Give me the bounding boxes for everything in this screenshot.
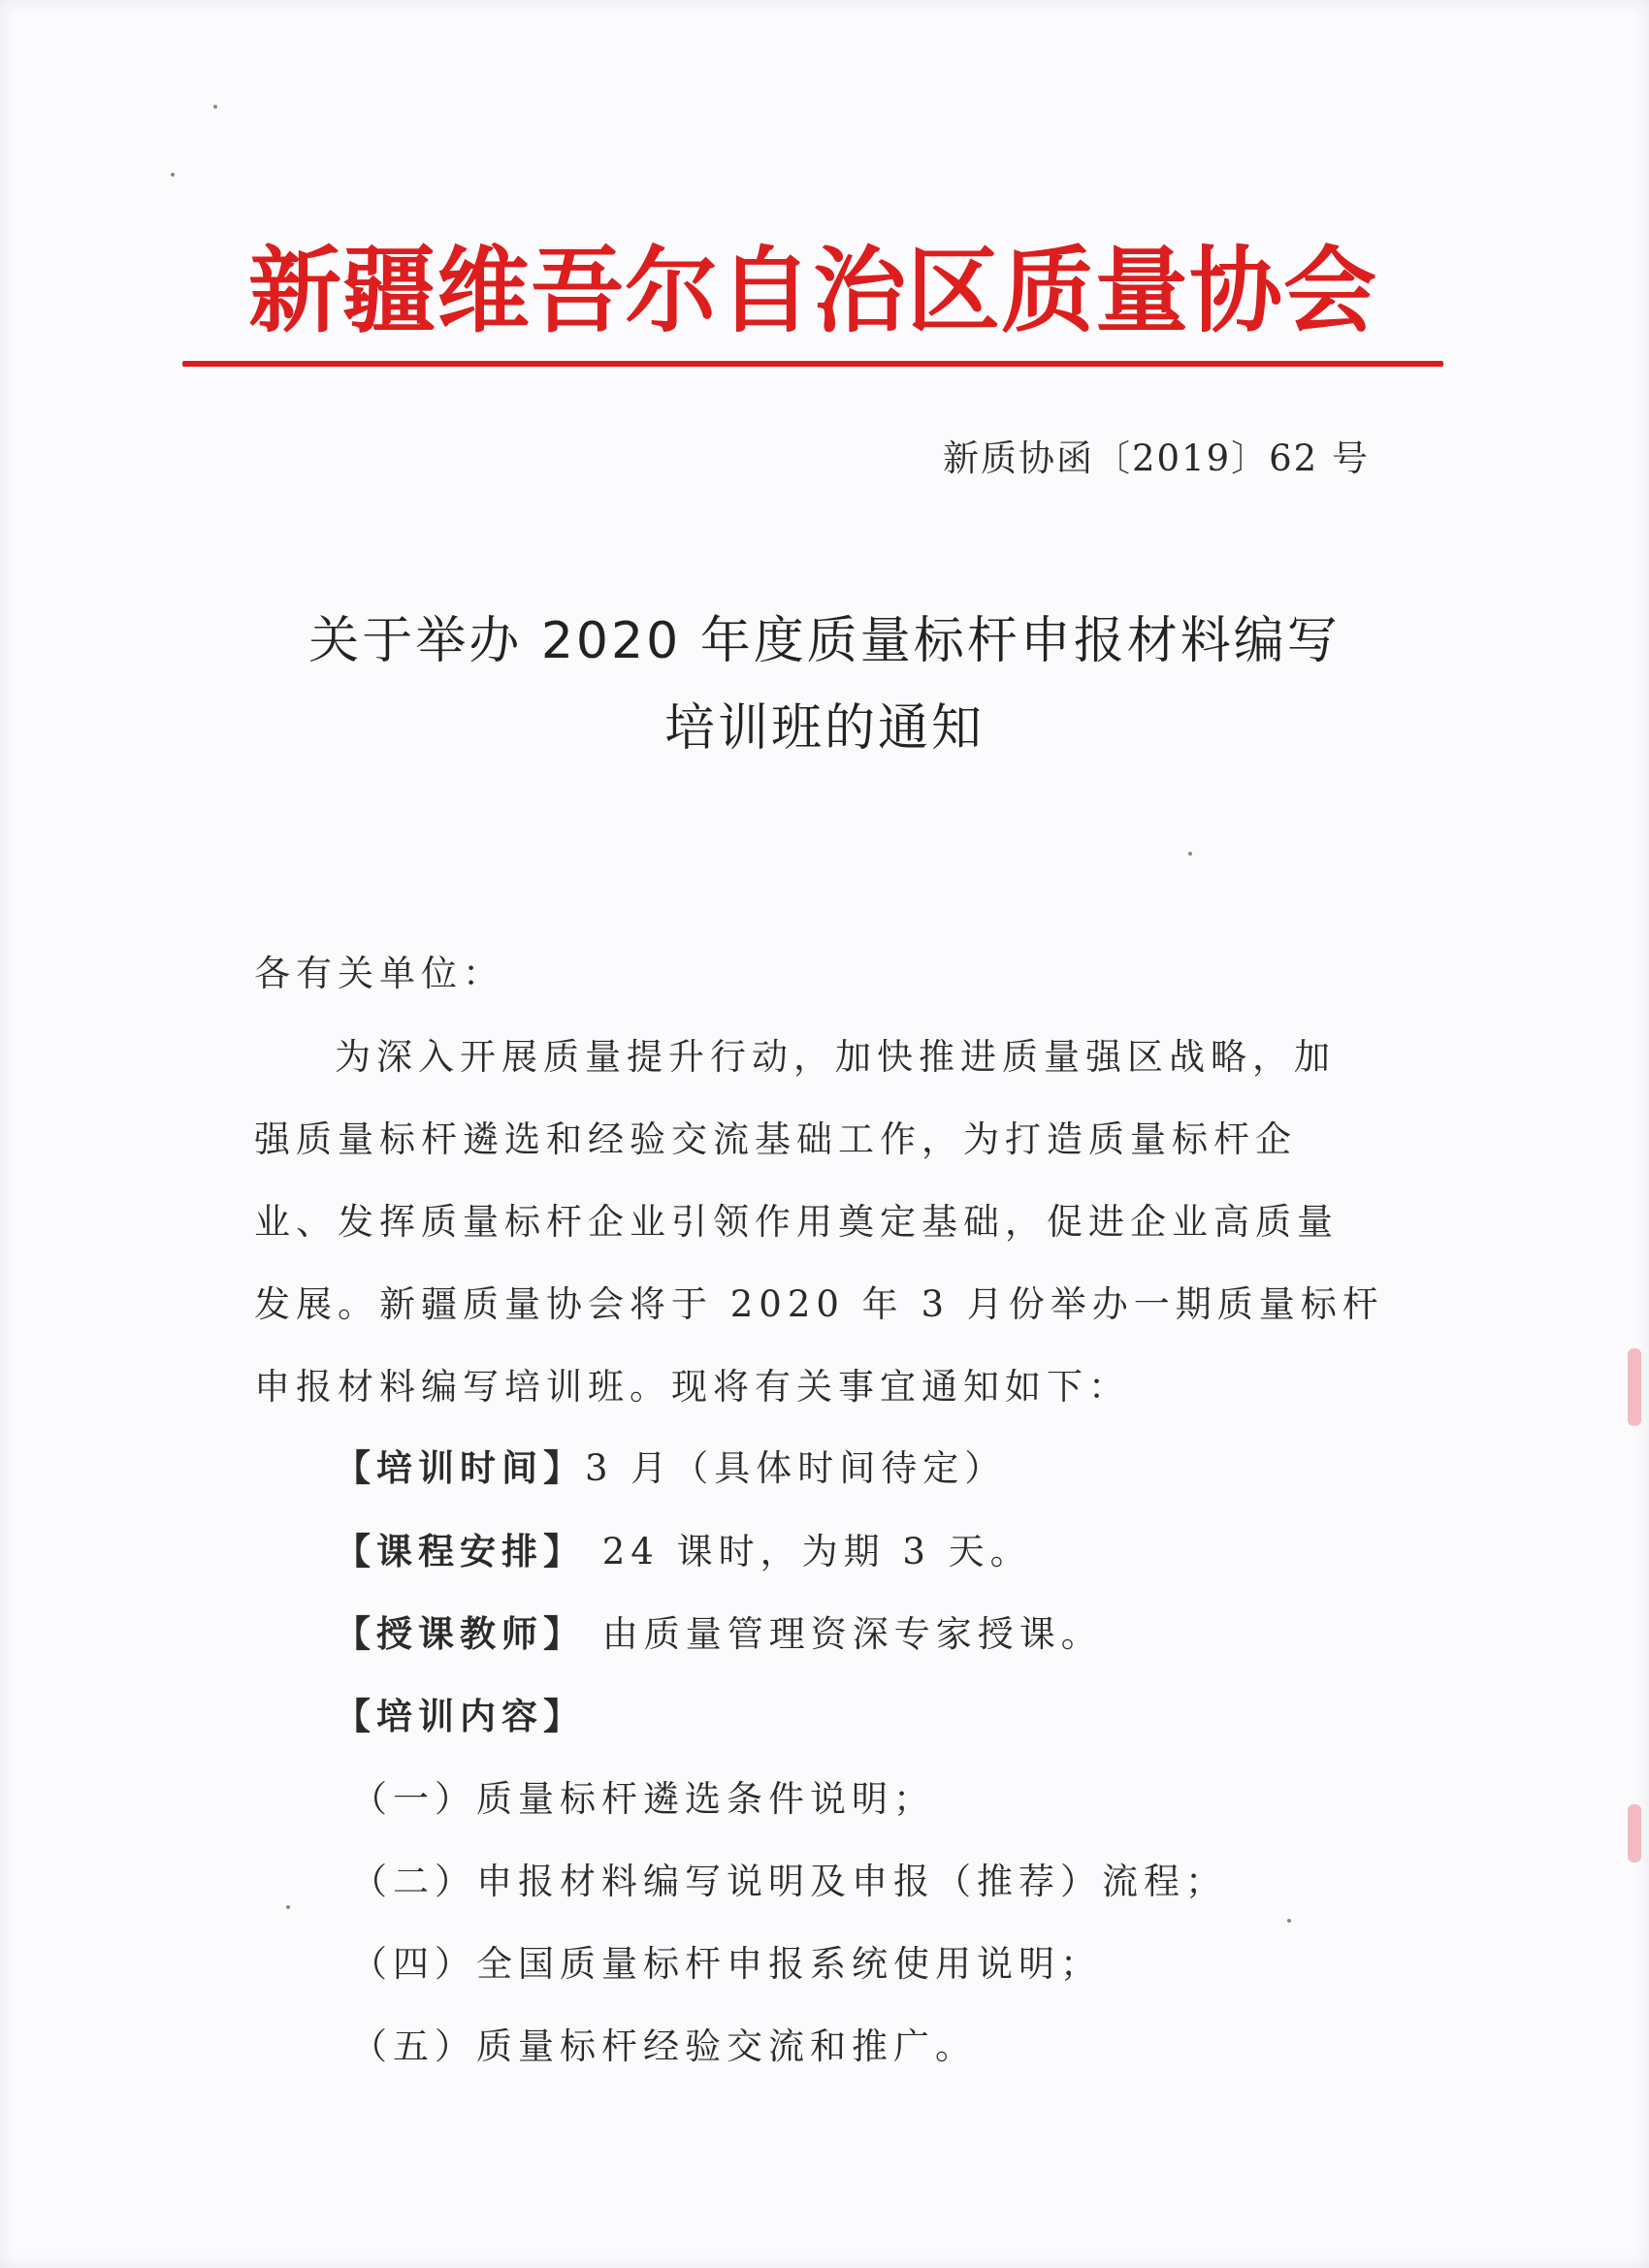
item-label: 【课程安排】 xyxy=(335,1531,585,1572)
item-training-time xyxy=(335,1447,1460,1490)
paragraph-line: 发展。新疆质量协会将于 2020 年 3 月份举办一期质量标杆 xyxy=(254,1283,1384,1325)
letterhead-org-name: 新疆维吾尔自治区质量协会 xyxy=(248,237,1377,345)
letterhead-red-rule xyxy=(182,361,1443,367)
item-label: 【培训时间】 xyxy=(335,1447,585,1489)
notice-title-line-2: 培训班的通知 xyxy=(663,699,985,758)
paragraph-line: 业、发挥质量标杆企业引领作用奠定基础，促进企业高质量 xyxy=(254,1201,1339,1243)
item-value: 24 课时，为期 3 天。 xyxy=(585,1531,1032,1572)
document-number: 新质协函〔2019〕62 号 xyxy=(942,437,1370,479)
item-training-content xyxy=(335,1696,1460,1738)
paragraph-line: 申报材料编写培训班。现将有关事宜通知如下： xyxy=(254,1366,1130,1408)
content-list-item: （五）质量标杆经验交流和推广。 xyxy=(351,2025,977,2067)
scan-speck xyxy=(1287,1919,1291,1923)
red-stamp-bleed xyxy=(1628,1804,1641,1863)
item-value: 由质量管理资深专家授课。 xyxy=(585,1613,1103,1655)
item-label: 【授课教师】 xyxy=(335,1613,585,1655)
scan-speck xyxy=(213,105,217,109)
paragraph-line: 为深入开展质量提升行动，加快推进质量强区战略，加 xyxy=(335,1036,1336,1078)
paragraph-line: 强质量标杆遴选和经验交流基础工作，为打造质量标杆企 xyxy=(254,1118,1297,1160)
item-instructor xyxy=(335,1613,1460,1656)
content-list-item: （二）申报材料编写说明及申报（推荐）流程； xyxy=(351,1861,1227,1902)
item-label: 【培训内容】 xyxy=(335,1696,585,1737)
item-course-schedule xyxy=(335,1531,1460,1573)
salutation: 各有关单位： xyxy=(254,953,504,994)
scan-speck xyxy=(171,173,175,177)
red-stamp-bleed xyxy=(1628,1348,1641,1426)
content-list-item: （四）全国质量标杆申报系统使用说明； xyxy=(351,1943,1102,1985)
notice-title-line-1: 关于举办 2020 年度质量标杆申报材料编写 xyxy=(308,612,1341,670)
scan-speck xyxy=(286,1905,290,1909)
content-list-item: （一）质量标杆遴选条件说明； xyxy=(351,1778,935,1820)
scan-speck xyxy=(1188,852,1192,856)
item-value: 3 月（具体时间待定） xyxy=(585,1447,1007,1489)
